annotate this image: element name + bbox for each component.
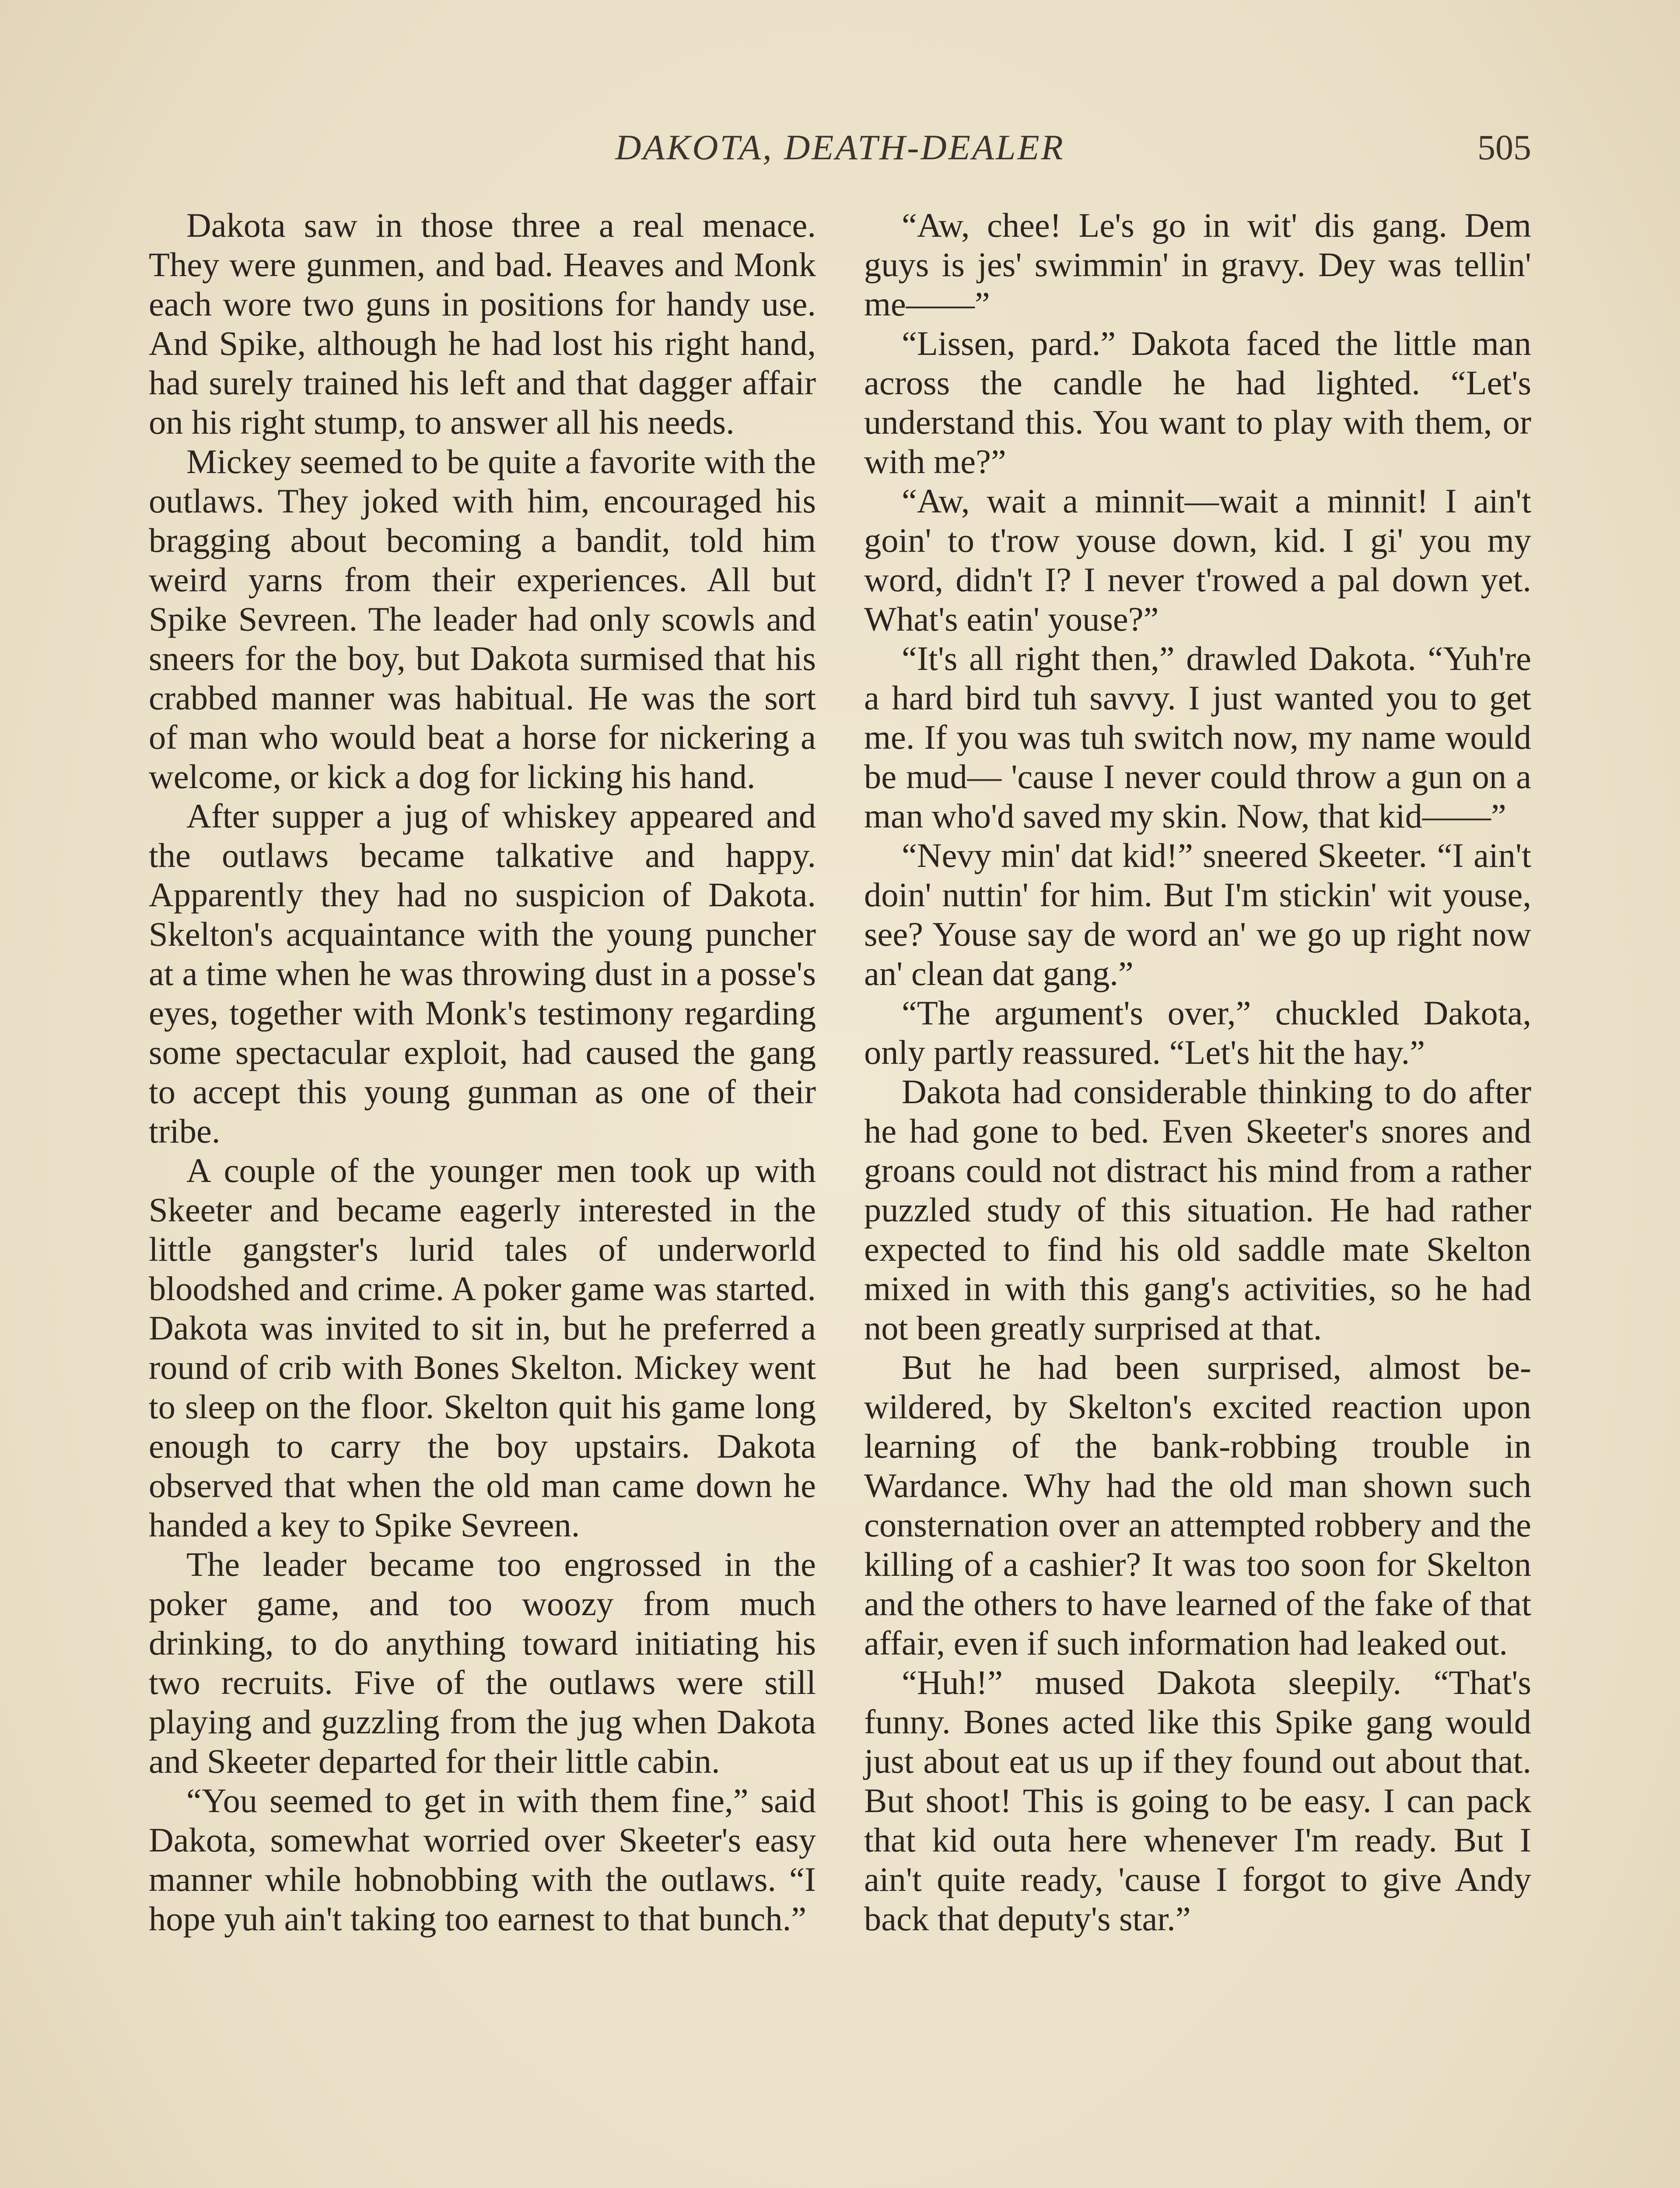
paragraph: “Lissen, pard.” Dakota faced the little man across the candle he had lighted. “Let's understand this. You want to play with them, or with me?” — [864, 324, 1531, 480]
running-title: DAKOTA, DEATH-DEALER — [615, 127, 1065, 167]
paragraph: After supper a jug of whiskey appeared and the outlaws became talkative and happy. Apparently they had no suspicion of Dakota. Skelton's acquaintance with the young puncher at a time when he was throwing dust in a posse's eyes, together with Monk's testimony regarding some spectacular exploit, had caused the gang to accept this young gunman as one of their tribe. — [149, 797, 816, 1150]
paragraph: Dakota had considerable thinking to do after he had gone to bed. Even Skeeter's snores and groans could not distract his mind from a rather puzzled study of this situation. He had rather expected to find his old saddle mate Skelton mixed in with this gang's activities, so he had not been greatly surprised at that. — [864, 1073, 1531, 1347]
right-column — [864, 206, 1531, 2188]
paragraph: But he had been surprised, almost bewildered, by Skelton's excited reaction upon learning of the bank-robbing trouble in Wardance. Why had the old man shown such consternation over an attempted robbery and the killing of a cashier? It was too soon for Skelton and the others to have learned of the fake of that affair, even if such information had leaked out. — [864, 1348, 1531, 1662]
paragraph: “Nevy min' dat kid!” sneered Skeeter. “I ain't doin' nuttin' for him. But I'm stickin' wit youse, see? Youse say de word an' we go up right now an' clean dat gang.” — [864, 836, 1531, 992]
paragraph: “The argument's over,” chuckled Dakota, only partly reassured. “Let's hit the hay.” — [864, 994, 1531, 1071]
paragraph: A couple of the younger men took up with Skeeter and became eagerly interested in the little gangster's lurid tales of underworld bloodshed and crime. A poker game was started. Dakota was invited to sit in, but he preferred a round of crib with Bones Skelton. Mickey went to sleep on the floor. Skelton quit his game long enough to carry the boy upstairs. Dakota observed that when the old man came down he handed a key to Spike Sevreen. — [149, 1151, 816, 1544]
paragraph: Dakota saw in those three a real menace. They were gunmen, and bad. Heaves and Monk each wore two guns in positions for handy use. And Spike, although he had lost his right hand, had surely trained his left and that dagger affair on his right stump, to answer all his needs. — [149, 206, 816, 441]
paragraph: “You seemed to get in with them fine,” said Dakota, somewhat worried over Skeeter's easy manner while hobnobbing with the outlaws. “I hope yuh ain't taking too earnest to that bunch.” — [149, 1781, 816, 1938]
paragraph: Mickey seemed to be quite a favorite with the outlaws. They joked with him, encouraged his bragging about becoming a bandit, told him weird yarns from their experiences. All but Spike Sevreen. The leader had only scowls and sneers for the boy, but Dakota surmised that his crabbed manner was habitual. He was the sort of man who would beat a horse for nickering a welcome, or kick a dog for licking his hand. — [149, 442, 816, 796]
paragraph: “Huh!” mused Dakota sleepily. “That's funny. Bones acted like this Spike gang would just about eat us up if they found out about that. But shoot! This is going to be easy. I can pack that kid outa here whenever I'm ready. But I ain't quite ready, 'cause I forgot to give Andy back that deputy's star.” — [864, 1663, 1531, 1938]
paragraph: “Aw, wait a minnit—wait a minnit! I ain't goin' to t'row youse down, kid. I gi' you my word, didn't I? I never t'rowed a pal down yet. What's eatin' youse?” — [864, 482, 1531, 638]
paragraph: “Aw, chee! Le's go in wit' dis gang. Dem guys is jes' swimmin' in gravy. Dey was tellin' me——” — [864, 206, 1531, 323]
page-number: 505 — [1477, 127, 1531, 167]
left-column — [149, 206, 816, 2188]
paragraph: “It's all right then,” drawled Dakota. “Yuh're a hard bird tuh savvy. I just wanted you to get me. If you was tuh switch now, my name would be mud— 'cause I never could throw a gun on a man who'd saved my skin. Now, that kid——” — [864, 639, 1531, 835]
paragraph: The leader became too engrossed in the poker game, and too woozy from much drinking, to do anything toward initiating his two recruits. Five of the outlaws were still playing and guzzling from the jug when Dakota and Skeeter departed for their little cabin. — [149, 1545, 816, 1780]
text-columns — [149, 206, 1531, 2188]
page-header — [149, 127, 1531, 175]
